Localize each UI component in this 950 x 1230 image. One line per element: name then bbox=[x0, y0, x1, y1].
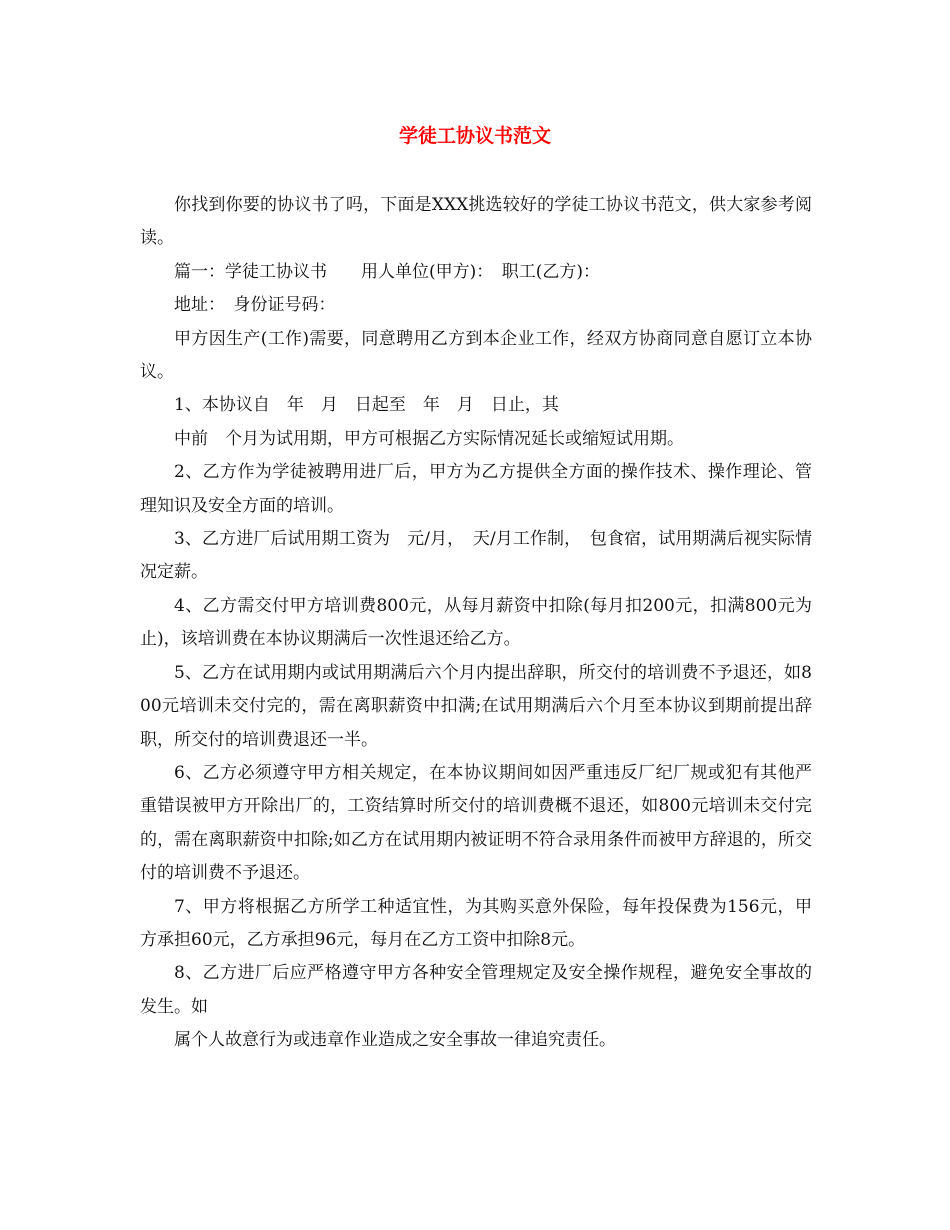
section-heading-line: 篇一：学徒工协议书 用人单位(甲方)： 职工(乙方)： bbox=[174, 261, 601, 282]
clause-2: 2、乙方作为学徒被聘用进厂后，甲方为乙方提供全方面的操作技术、操作理论、管理知识及安全方面的培训。 bbox=[140, 462, 812, 516]
clause-5: 5、乙方在试用期内或试用期满后六个月内提出辞职，所交付的培训费不予退还，如800元培训未交付完的，需在离职薪资中扣满;在试用期满后六个月至本协议到期前提出辞职，所交付的培训费退还一半。 bbox=[140, 662, 812, 750]
document-title: 学徒工协议书范文 bbox=[398, 125, 551, 147]
clause-8-continued: 属个人故意行为或违章作业造成之安全事故一律追究责任。 bbox=[174, 1030, 616, 1051]
address-id-line: 地址： 身份证号码： bbox=[174, 295, 336, 316]
clause-3: 3、乙方进厂后试用期工资为 元/月， 天/月工作制， 包食宿，试用期满后视实际情况定薪。 bbox=[140, 529, 812, 583]
intro-paragraph: 你找到你要的协议书了吗，下面是XXX挑选较好的学徒工协议书范文，供大家参考阅读。 bbox=[140, 195, 812, 249]
clause-1-line-1: 1、本协议自 年 月 日起至 年 月 日止，其 bbox=[174, 395, 559, 416]
clause-1-line-2: 中前 个月为试用期，甲方可根据乙方实际情况延长或缩短试用期。 bbox=[174, 428, 684, 449]
clause-4: 4、乙方需交付甲方培训费800元，从每月薪资中扣除(每月扣200元，扣满800元为止)，该培训费在本协议期满后一次性退还给乙方。 bbox=[140, 595, 812, 650]
agreement-preamble: 甲方因生产(工作)需要，同意聘用乙方到本企业工作，经双方协商同意自愿订立本协议。 bbox=[140, 328, 812, 383]
document-body bbox=[140, 189, 812, 1058]
clause-8: 8、乙方进厂后应严格遵守甲方各种安全管理规定及安全操作规程，避免安全事故的发生。如 bbox=[140, 963, 812, 1017]
clause-6: 6、乙方必须遵守甲方相关规定，在本协议期间如因严重违反厂纪厂规或犯有其他严重错误被甲方开除出厂的，工资结算时所交付的培训费概不退还，如800元培训未交付完的，需在离职薪资中扣除;如乙方在试用期内被证明不符合录用条件而被甲方辞退的，所交付的培训费不予退还。 bbox=[140, 762, 812, 884]
clause-7: 7、甲方将根据乙方所学工种适宜性，为其购买意外保险，每年投保费为156元，甲方承担60元，乙方承担96元，每月在乙方工资中扣除8元。 bbox=[140, 896, 812, 950]
